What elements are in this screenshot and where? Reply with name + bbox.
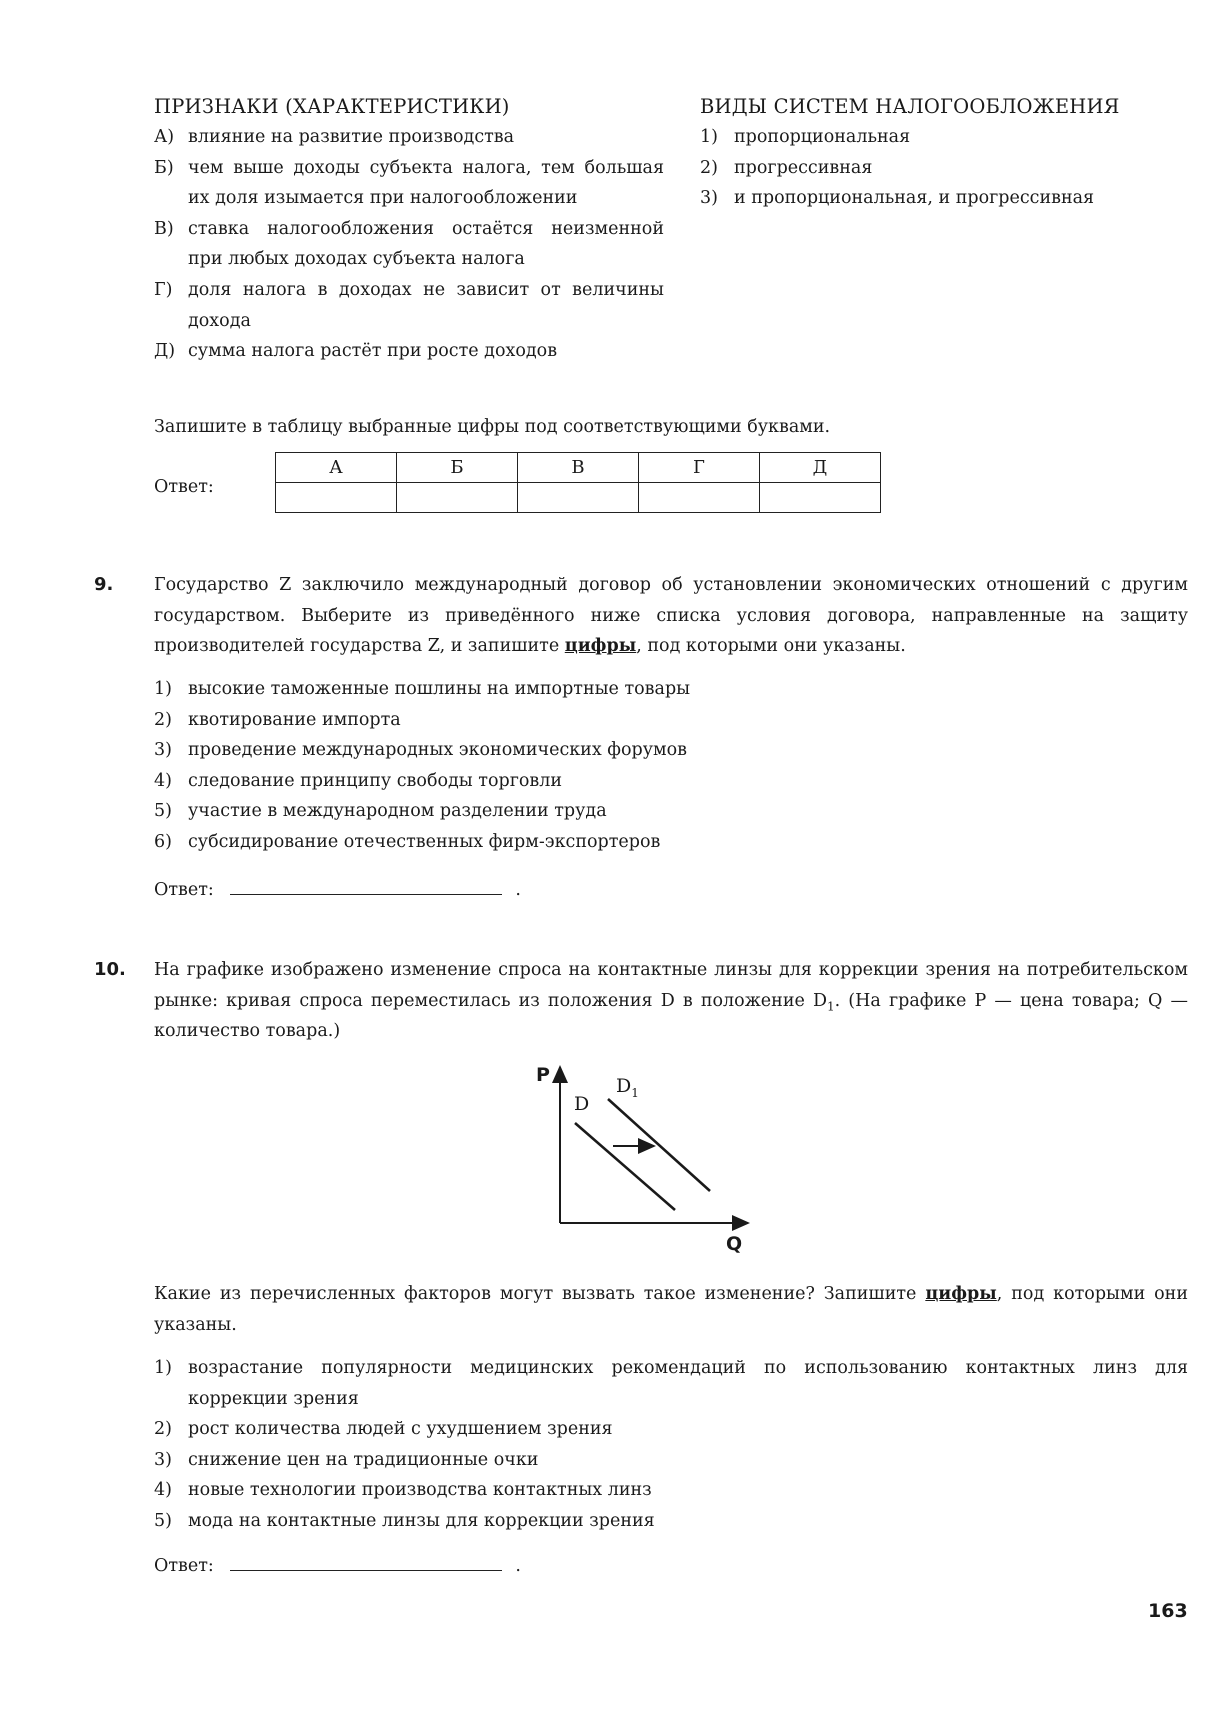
list-item: 2) квотирование импорта — [154, 709, 401, 730]
answer-cell-g[interactable] — [639, 483, 760, 513]
question-10-number: 10. — [94, 959, 126, 980]
feature-item: В) ставка налогообложения остаётся неизменной при любых доходах субъекта налога — [154, 218, 664, 270]
table-header-g: Г — [639, 453, 760, 483]
features-heading: ПРИЗНАКИ (ХАРАКТЕРИСТИКИ) — [154, 95, 510, 118]
question-9-options — [154, 674, 1188, 858]
list-item: 1) возрастание популярности медицинских рекомендаций по использованию контактных линз для коррекции зрения — [154, 1358, 1188, 1409]
curve-label-d1: $D_1$ — [616, 1075, 639, 1100]
answer-label-8: Ответ: — [154, 477, 214, 497]
table-header-d: Д — [760, 453, 881, 483]
answer-row-9: Ответ: . — [154, 874, 521, 906]
list-item: 5) мода на контактные линзы для коррекции зрения — [154, 1510, 655, 1531]
system-item: 3) и пропорциональная, и прогрессивная — [700, 188, 1095, 209]
feature-item: Б) чем выше доходы субъекта налога, тем большая их доля изымается при налогообложении — [154, 157, 664, 209]
table-header-a: А — [276, 453, 397, 483]
feature-item: А) влияние на развитие производства — [154, 127, 515, 147]
p-axis-label: P — [536, 1064, 550, 1086]
question-10-question: Какие из перечисленных факторов могут вызвать такое изменение? Запишите цифры, под которыми они указаны. — [154, 1284, 1188, 1335]
list-item: 2) рост количества людей с ухудшением зрения — [154, 1419, 613, 1440]
list-item: 4) следование принципу свободы торговли — [154, 770, 563, 791]
system-item: 1) пропорциональная — [700, 127, 911, 147]
answer-cell-d[interactable] — [760, 483, 881, 513]
question-10-options — [154, 1353, 1188, 1537]
list-item: 4) новые технологии производства контактных линз — [154, 1480, 652, 1501]
table-instruction: Запишите в таблицу выбранные цифры под соответствующими буквами. — [154, 417, 831, 437]
q-axis-label: Q — [726, 1233, 743, 1255]
list-item: 5) участие в международном разделении труда — [154, 801, 607, 822]
answer-label-9: Ответ: — [154, 880, 214, 900]
list-item: 1) высокие таможенные пошлины на импортные товары — [154, 679, 691, 699]
list-item: 3) проведение международных экономических форумов — [154, 740, 688, 761]
answer-cell-a[interactable] — [276, 483, 397, 513]
answer-table — [275, 452, 881, 513]
list-item: 3) снижение цен на традиционные очки — [154, 1449, 539, 1470]
answer-cell-v[interactable] — [518, 483, 639, 513]
page-number: 163 — [1148, 1600, 1188, 1622]
answer-input-10[interactable] — [230, 1550, 502, 1571]
curve-label-d: D — [574, 1093, 590, 1115]
table-header-v: В — [518, 453, 639, 483]
table-header-b: Б — [397, 453, 518, 483]
systems-list — [700, 122, 1170, 214]
system-item: 2) прогрессивная — [700, 157, 873, 178]
systems-heading: ВИДЫ СИСТЕМ НАЛОГООБЛОЖЕНИЯ — [700, 95, 1120, 118]
list-item: 6) субсидирование отечественных фирм-экспортеров — [154, 831, 661, 852]
question-10-intro: На графике изображено изменение спроса на контактные линзы для коррекции зрения на потребительском рынке: кривая спроса переместилась из положения D в положение $D_1$. (На графике P — цена товара; Q — количество товара.) — [154, 960, 1188, 1042]
answer-label-10: Ответ: — [154, 1556, 214, 1576]
question-9-number: 9. — [94, 574, 114, 595]
feature-item: Д) сумма налога растёт при росте доходов — [154, 341, 558, 362]
feature-item: Г) доля налога в доходах не зависит от величины дохода — [154, 279, 664, 331]
answer-row-10: Ответ: . — [154, 1550, 521, 1582]
question-9-text: Государство Z заключило международный договор об установлении экономических отношений с другим государством. Выберите из приведённого ниже списка условия договора, направленные на защиту производителей государства Z, и запишите цифры, под которыми они указаны. — [154, 575, 1188, 657]
features-list — [154, 122, 664, 367]
answer-input-9[interactable] — [230, 874, 502, 895]
demand-shift-chart — [530, 1055, 760, 1255]
answer-cell-b[interactable] — [397, 483, 518, 513]
demand-curve-d — [575, 1123, 675, 1210]
